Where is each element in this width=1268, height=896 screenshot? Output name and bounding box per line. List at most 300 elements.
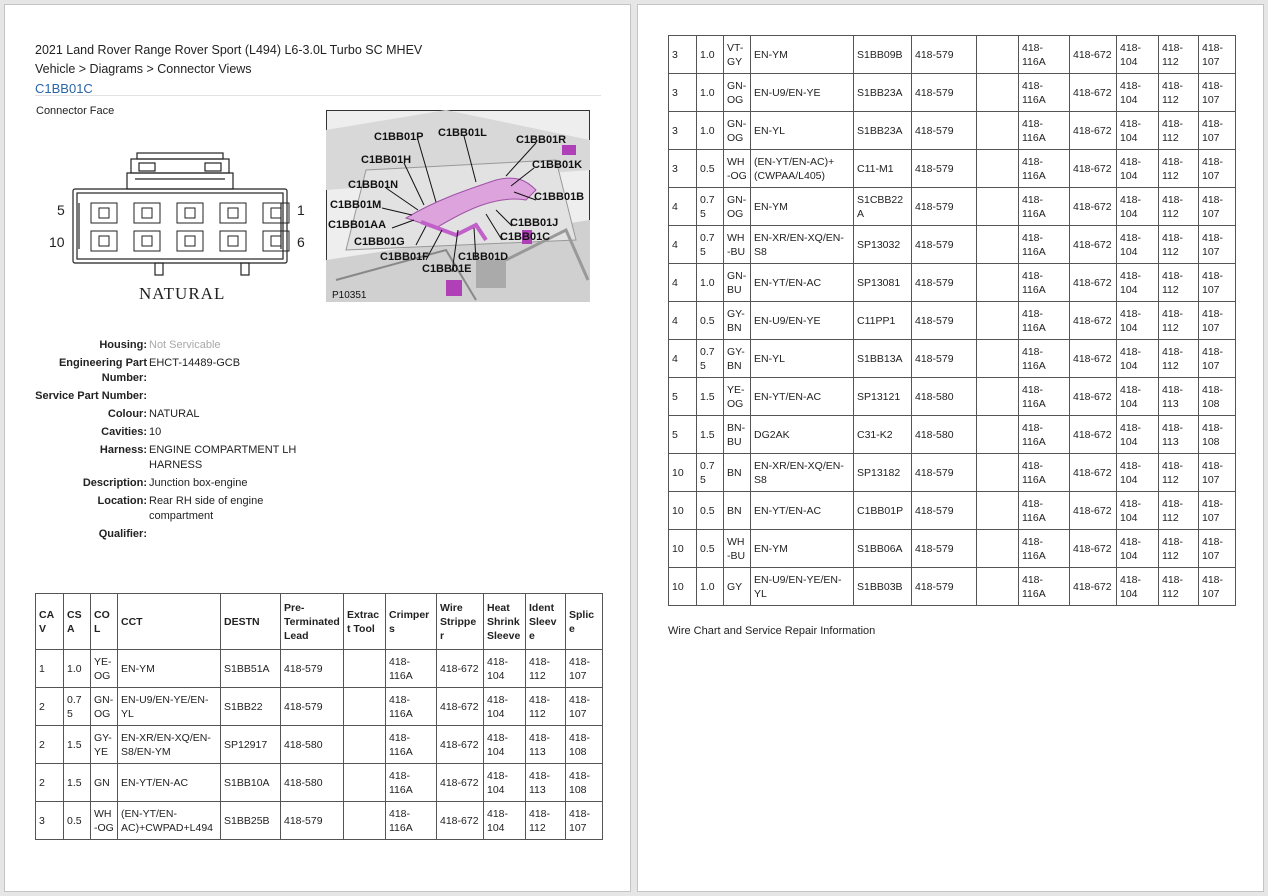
table-cell: 1 bbox=[36, 650, 64, 688]
table-cell: 418-104 bbox=[1117, 264, 1159, 302]
connector-cavity bbox=[177, 231, 203, 251]
table-cell: S1BB23A bbox=[854, 112, 912, 150]
table-cell bbox=[977, 568, 1019, 606]
connector-face-drawing bbox=[35, 145, 315, 305]
table-cell: 418-672 bbox=[1070, 74, 1117, 112]
table-cell: 1.0 bbox=[697, 112, 724, 150]
table-cell: 418-107 bbox=[1199, 188, 1236, 226]
connector-cavity bbox=[91, 203, 117, 223]
property-label: Location: bbox=[97, 495, 147, 507]
connector-cavity bbox=[134, 203, 160, 223]
table-cell: C11-M1 bbox=[854, 150, 912, 188]
column-header: COL bbox=[91, 594, 118, 650]
callout-label: C1BB01F bbox=[380, 251, 429, 263]
table-cell: 0.75 bbox=[697, 226, 724, 264]
table-row bbox=[669, 378, 1236, 416]
table-cell: 0.5 bbox=[697, 150, 724, 188]
column-header: CSA bbox=[64, 594, 91, 650]
table-cell: S1CBB22A bbox=[854, 188, 912, 226]
table-cell: 418-113 bbox=[526, 726, 566, 764]
callout-label: C1BB01C bbox=[500, 231, 551, 243]
location-illustration bbox=[326, 110, 590, 302]
property-value: EHCT-14489-GCB bbox=[149, 357, 241, 369]
table-cell: 418-672 bbox=[1070, 416, 1117, 454]
table-cell: 418-107 bbox=[1199, 454, 1236, 492]
table-cell: 418-112 bbox=[1159, 302, 1199, 340]
property-label: Description: bbox=[82, 477, 147, 489]
pin-label-6: 6 bbox=[297, 234, 305, 250]
pin-label-5: 5 bbox=[57, 202, 65, 218]
table-cell: S1BB13A bbox=[854, 340, 912, 378]
table-cell: S1BB25B bbox=[221, 802, 281, 840]
pin-label-10: 10 bbox=[49, 234, 65, 250]
table-cell bbox=[344, 688, 386, 726]
table-cell: 418-579 bbox=[912, 492, 977, 530]
table-cell: GY-BN bbox=[724, 302, 751, 340]
table-row bbox=[669, 530, 1236, 568]
table-cell: 3 bbox=[669, 36, 697, 74]
property-value: NATURAL bbox=[149, 408, 200, 420]
table-cell: 418-104 bbox=[1117, 416, 1159, 454]
table-cell bbox=[977, 226, 1019, 264]
table-cell: S1BB51A bbox=[221, 650, 281, 688]
table-cell bbox=[977, 74, 1019, 112]
connector-face-diagram bbox=[35, 145, 315, 305]
table-cell: 418-579 bbox=[912, 264, 977, 302]
callout-label: C1BB01J bbox=[510, 217, 559, 229]
callout-label: C1BB01P bbox=[374, 131, 424, 143]
table-cell: 0.75 bbox=[697, 454, 724, 492]
table-cell: 0.5 bbox=[697, 302, 724, 340]
document-page-1 bbox=[4, 4, 631, 892]
table-row bbox=[669, 74, 1236, 112]
table-cell: 418-116A bbox=[1019, 74, 1070, 112]
table-cell: 418-672 bbox=[1070, 378, 1117, 416]
column-header: CAV bbox=[36, 594, 64, 650]
table-cell: EN-U9/EN-YE bbox=[751, 74, 854, 112]
callout-label: C1BB01AA bbox=[328, 219, 387, 231]
table-cell: YE-OG bbox=[91, 650, 118, 688]
table-cell: 418-108 bbox=[566, 764, 603, 802]
table-cell: 418-579 bbox=[912, 188, 977, 226]
table-cell: 418-112 bbox=[526, 688, 566, 726]
table-cell: 418-107 bbox=[1199, 568, 1236, 606]
table-cell: 0.5 bbox=[697, 530, 724, 568]
table-cell: 418-112 bbox=[526, 802, 566, 840]
table-cell: 418-116A bbox=[1019, 188, 1070, 226]
table-cell: 418-112 bbox=[1159, 74, 1199, 112]
table-cell: 418-580 bbox=[912, 416, 977, 454]
table-cell: 418-112 bbox=[1159, 492, 1199, 530]
table-cell: C31-K2 bbox=[854, 416, 912, 454]
table-row bbox=[669, 492, 1236, 530]
column-header: Ident Sleeve bbox=[526, 594, 566, 650]
table-cell: C1BB01P bbox=[854, 492, 912, 530]
table-cell: VT-GY bbox=[724, 36, 751, 74]
table-cell: 418-672 bbox=[1070, 302, 1117, 340]
cavity-terminal bbox=[99, 236, 109, 246]
vehicle-title: 2021 Land Rover Range Rover Sport (L494) L6-3.0L Turbo SC MHEV bbox=[35, 43, 423, 57]
table-cell: 418-579 bbox=[912, 302, 977, 340]
table-cell: 418-107 bbox=[566, 650, 603, 688]
table-cell: EN-YL bbox=[751, 340, 854, 378]
header-divider bbox=[35, 95, 601, 96]
table-cell: 418-104 bbox=[1117, 36, 1159, 74]
table-cell: 1.5 bbox=[64, 764, 91, 802]
table-cell: 1.0 bbox=[697, 36, 724, 74]
table-cell: 418-104 bbox=[1117, 530, 1159, 568]
table-row bbox=[669, 112, 1236, 150]
table-cell: 418-104 bbox=[1117, 454, 1159, 492]
callout-label: C1BB01L bbox=[438, 127, 487, 139]
table-cell: 418-113 bbox=[1159, 378, 1199, 416]
photo-reference: P10351 bbox=[332, 290, 367, 301]
connector-face-title: Connector Face bbox=[36, 105, 115, 117]
property-label: Housing: bbox=[99, 339, 147, 351]
table-cell: 418-116A bbox=[386, 726, 437, 764]
table-cell: 2 bbox=[36, 726, 64, 764]
table-row bbox=[669, 568, 1236, 606]
property-value: 10 bbox=[149, 426, 162, 438]
table-cell: 418-104 bbox=[484, 726, 526, 764]
table-cell: S1BB09B bbox=[854, 36, 912, 74]
table-cell: 418-107 bbox=[566, 802, 603, 840]
table-cell: 418-113 bbox=[1159, 416, 1199, 454]
table-row bbox=[669, 454, 1236, 492]
pin-label-1: 1 bbox=[297, 202, 305, 218]
table-cell: 418-579 bbox=[912, 226, 977, 264]
table-cell: 3 bbox=[669, 74, 697, 112]
table-cell: 2 bbox=[36, 688, 64, 726]
table-cell: 418-116A bbox=[386, 650, 437, 688]
table-cell: 418-579 bbox=[912, 568, 977, 606]
table-cell: 418-104 bbox=[1117, 112, 1159, 150]
property-label: Engineering Part Number: bbox=[58, 357, 147, 384]
table-cell: 0.75 bbox=[64, 688, 91, 726]
table-cell: 0.5 bbox=[64, 802, 91, 840]
table-cell: 418-672 bbox=[1070, 264, 1117, 302]
property-label: Qualifier: bbox=[98, 528, 147, 540]
table-cell: 418-672 bbox=[1070, 454, 1117, 492]
wire-chart-footer-link[interactable]: Wire Chart and Service Repair Information bbox=[668, 625, 876, 637]
connector-properties bbox=[35, 338, 325, 545]
table-cell: 418-116A bbox=[386, 688, 437, 726]
table-cell: 418-672 bbox=[1070, 112, 1117, 150]
table-cell: EN-YM bbox=[751, 188, 854, 226]
callout-label: C1BB01H bbox=[361, 154, 412, 166]
table-cell: 418-104 bbox=[1117, 378, 1159, 416]
column-header: Pre-Terminated Lead bbox=[281, 594, 344, 650]
property-label: Service Part Number: bbox=[35, 390, 147, 402]
table-cell: EN-YM bbox=[751, 36, 854, 74]
cavity-terminal bbox=[142, 208, 152, 218]
table-cell: 4 bbox=[669, 188, 697, 226]
table-cell: 418-104 bbox=[1117, 226, 1159, 264]
table-cell: WH-BU bbox=[724, 530, 751, 568]
table-cell: 418-116A bbox=[386, 802, 437, 840]
table-cell: 418-579 bbox=[912, 454, 977, 492]
callout-label: C1BB01M bbox=[330, 199, 382, 211]
connector-color-label: NATURAL bbox=[139, 284, 226, 303]
table-cell: 418-116A bbox=[1019, 340, 1070, 378]
table-cell: 418-672 bbox=[437, 726, 484, 764]
table-cell: EN-YT/EN-AC bbox=[751, 492, 854, 530]
table-cell: 418-116A bbox=[1019, 36, 1070, 74]
callout-label: C1BB01E bbox=[422, 263, 472, 275]
table-cell: BN bbox=[724, 492, 751, 530]
table-cell: 1.5 bbox=[697, 416, 724, 454]
connector-cavity bbox=[263, 231, 289, 251]
property-row bbox=[35, 425, 325, 440]
table-cell: (EN-YT/EN-AC)+(CWPAA/L405) bbox=[751, 150, 854, 188]
table-cell: 418-672 bbox=[1070, 226, 1117, 264]
table-cell: 418-104 bbox=[1117, 340, 1159, 378]
table-cell: GY bbox=[724, 568, 751, 606]
table-cell: 1.0 bbox=[697, 568, 724, 606]
property-row bbox=[35, 443, 325, 473]
cavity-terminal bbox=[271, 208, 281, 218]
property-label: Cavities: bbox=[101, 426, 147, 438]
table-cell: 418-579 bbox=[281, 802, 344, 840]
connector-cavity bbox=[177, 203, 203, 223]
table-cell bbox=[977, 492, 1019, 530]
table-cell: EN-YT/EN-AC bbox=[118, 764, 221, 802]
connector-cavity bbox=[134, 231, 160, 251]
table-cell: 418-104 bbox=[484, 764, 526, 802]
table-cell: 418-116A bbox=[1019, 226, 1070, 264]
table-cell: EN-XR/EN-XQ/EN-S8/EN-YM bbox=[118, 726, 221, 764]
table-cell: 418-104 bbox=[1117, 74, 1159, 112]
table-cell: 418-107 bbox=[1199, 302, 1236, 340]
table-cell: 1.0 bbox=[64, 650, 91, 688]
connector-id-link[interactable]: C1BB01C bbox=[35, 81, 93, 96]
property-value: Rear RH side of engine compartment bbox=[149, 495, 264, 522]
table-cell bbox=[977, 454, 1019, 492]
table-cell: GN-OG bbox=[724, 74, 751, 112]
table-cell: 418-112 bbox=[1159, 454, 1199, 492]
table-cell: 418-672 bbox=[437, 802, 484, 840]
connector-location-photo bbox=[326, 110, 590, 302]
table-cell: 418-116A bbox=[1019, 112, 1070, 150]
table-cell: 418-104 bbox=[1117, 150, 1159, 188]
table-cell: 418-580 bbox=[281, 726, 344, 764]
table-cell bbox=[344, 802, 386, 840]
table-row bbox=[36, 726, 603, 764]
table-cell: SP13182 bbox=[854, 454, 912, 492]
table-cell: 418-112 bbox=[1159, 226, 1199, 264]
table-row bbox=[669, 226, 1236, 264]
table-row bbox=[669, 302, 1236, 340]
table-cell: 418-580 bbox=[912, 378, 977, 416]
table-cell: 418-107 bbox=[1199, 340, 1236, 378]
property-row bbox=[35, 527, 325, 542]
connector-cavity bbox=[220, 203, 246, 223]
table-cell: EN-U9/EN-YE bbox=[751, 302, 854, 340]
table-cell: 418-579 bbox=[912, 112, 977, 150]
table-header-row bbox=[36, 594, 603, 650]
table-cell: 418-107 bbox=[1199, 112, 1236, 150]
table-cell: 3 bbox=[36, 802, 64, 840]
callout-label: C1BB01N bbox=[348, 179, 399, 191]
callout-label: C1BB01D bbox=[458, 251, 509, 263]
table-cell: 418-104 bbox=[1117, 188, 1159, 226]
table-cell: 418-112 bbox=[1159, 568, 1199, 606]
table-cell: 418-672 bbox=[1070, 530, 1117, 568]
table-row bbox=[669, 188, 1236, 226]
table-cell: GN bbox=[91, 764, 118, 802]
table-cell: 10 bbox=[669, 530, 697, 568]
connector-cavity bbox=[263, 203, 289, 223]
table-cell: 0.75 bbox=[697, 188, 724, 226]
table-row bbox=[669, 264, 1236, 302]
breadcrumb[interactable]: Vehicle > Diagrams > Connector Views bbox=[35, 62, 252, 76]
table-cell: 418-104 bbox=[1117, 568, 1159, 606]
table-row bbox=[669, 36, 1236, 74]
table-cell: 4 bbox=[669, 302, 697, 340]
callout-label: C1BB01K bbox=[532, 159, 583, 171]
table-cell: SP12917 bbox=[221, 726, 281, 764]
table-cell: BN bbox=[724, 454, 751, 492]
table-cell: 418-672 bbox=[437, 650, 484, 688]
property-value: Not Servicable bbox=[149, 339, 221, 351]
table-cell: YE-OG bbox=[724, 378, 751, 416]
table-cell: 418-104 bbox=[484, 688, 526, 726]
table-cell: 418-107 bbox=[1199, 226, 1236, 264]
table-cell: 418-672 bbox=[1070, 568, 1117, 606]
table-row bbox=[36, 688, 603, 726]
column-header: Heat Shrink Sleeve bbox=[484, 594, 526, 650]
table-cell: 2 bbox=[36, 764, 64, 802]
table-cell: 418-108 bbox=[566, 726, 603, 764]
table-cell: 418-112 bbox=[1159, 36, 1199, 74]
table-cell: 5 bbox=[669, 416, 697, 454]
table-cell: WH-OG bbox=[724, 150, 751, 188]
table-cell: SP13081 bbox=[854, 264, 912, 302]
table-cell: WH-OG bbox=[91, 802, 118, 840]
table-cell: 418-112 bbox=[1159, 264, 1199, 302]
table-cell: 418-579 bbox=[912, 36, 977, 74]
table-cell: 418-672 bbox=[1070, 492, 1117, 530]
cavity-terminal bbox=[271, 236, 281, 246]
table-cell: GN-OG bbox=[724, 188, 751, 226]
table-cell: 418-107 bbox=[1199, 74, 1236, 112]
table-cell: 418-108 bbox=[1199, 416, 1236, 454]
table-cell: 418-579 bbox=[281, 650, 344, 688]
table-cell bbox=[977, 264, 1019, 302]
table-cell: 418-116A bbox=[1019, 568, 1070, 606]
table-cell: 418-107 bbox=[1199, 492, 1236, 530]
page-header bbox=[35, 41, 601, 98]
table-cell: S1BB22 bbox=[221, 688, 281, 726]
table-cell bbox=[977, 340, 1019, 378]
table-cell: 418-672 bbox=[1070, 36, 1117, 74]
table-cell: EN-XR/EN-XQ/EN-S8 bbox=[751, 454, 854, 492]
table-cell: 418-580 bbox=[281, 764, 344, 802]
table-cell: 418-104 bbox=[484, 650, 526, 688]
table-cell: GN-OG bbox=[724, 112, 751, 150]
table-cell: 1.0 bbox=[697, 264, 724, 302]
table-cell: EN-YL bbox=[751, 112, 854, 150]
table-cell: DG2AK bbox=[751, 416, 854, 454]
table-cell: 0.75 bbox=[697, 340, 724, 378]
table-cell: 4 bbox=[669, 340, 697, 378]
table-cell bbox=[977, 36, 1019, 74]
table-cell: 4 bbox=[669, 264, 697, 302]
property-row bbox=[35, 338, 325, 353]
table-cell: 418-579 bbox=[281, 688, 344, 726]
table-cell: 4 bbox=[669, 226, 697, 264]
table-cell: S1BB03B bbox=[854, 568, 912, 606]
table-cell: 418-672 bbox=[437, 688, 484, 726]
table-cell: 418-579 bbox=[912, 340, 977, 378]
callout-label: C1BB01G bbox=[354, 236, 405, 248]
table-cell bbox=[344, 650, 386, 688]
table-cell: 418-107 bbox=[566, 688, 603, 726]
table-cell: 3 bbox=[669, 112, 697, 150]
table-row bbox=[36, 802, 603, 840]
table-cell: EN-XR/EN-XQ/EN-S8 bbox=[751, 226, 854, 264]
table-cell: 3 bbox=[669, 150, 697, 188]
table-cell: EN-YT/EN-AC bbox=[751, 378, 854, 416]
table-cell: 418-113 bbox=[526, 764, 566, 802]
table-cell: S1BB10A bbox=[221, 764, 281, 802]
table-cell: 418-107 bbox=[1199, 150, 1236, 188]
table-cell: C11PP1 bbox=[854, 302, 912, 340]
table-cell: 418-116A bbox=[1019, 416, 1070, 454]
table-cell: 5 bbox=[669, 378, 697, 416]
table-cell: 418-104 bbox=[1117, 302, 1159, 340]
column-header: DESTN bbox=[221, 594, 281, 650]
table-cell: 418-116A bbox=[386, 764, 437, 802]
table-cell bbox=[977, 416, 1019, 454]
table-cell: GN-OG bbox=[91, 688, 118, 726]
connector-cavity bbox=[220, 231, 246, 251]
table-cell: 10 bbox=[669, 568, 697, 606]
document-page-2 bbox=[637, 4, 1264, 892]
table-cell: SP13032 bbox=[854, 226, 912, 264]
table-cell: 418-116A bbox=[1019, 454, 1070, 492]
table-cell: 418-112 bbox=[1159, 188, 1199, 226]
column-header: Extract Tool bbox=[344, 594, 386, 650]
column-header: CCT bbox=[118, 594, 221, 650]
table-cell: 418-112 bbox=[1159, 530, 1199, 568]
table-row bbox=[36, 650, 603, 688]
table-cell: 418-107 bbox=[1199, 264, 1236, 302]
table-cell bbox=[977, 302, 1019, 340]
cavity-terminal bbox=[185, 208, 195, 218]
table-row bbox=[669, 340, 1236, 378]
wire-chart-table-page-1 bbox=[35, 593, 603, 840]
table-cell: SP13121 bbox=[854, 378, 912, 416]
table-cell: 418-116A bbox=[1019, 264, 1070, 302]
table-cell: EN-YM bbox=[118, 650, 221, 688]
cavity-terminal bbox=[228, 208, 238, 218]
table-cell: GY-YE bbox=[91, 726, 118, 764]
table-cell: 418-104 bbox=[484, 802, 526, 840]
property-value: ENGINE COMPARTMENT LH HARNESS bbox=[149, 444, 297, 471]
property-value: Junction box-engine bbox=[149, 477, 248, 489]
cavity-terminal bbox=[142, 236, 152, 246]
table-cell: 418-112 bbox=[526, 650, 566, 688]
wire-chart-table-page-2 bbox=[668, 35, 1236, 606]
table-cell: 418-579 bbox=[912, 150, 977, 188]
table-cell: 418-108 bbox=[1199, 378, 1236, 416]
table-cell: 418-116A bbox=[1019, 530, 1070, 568]
column-header: Crimpers bbox=[386, 594, 437, 650]
connector-cavity bbox=[91, 231, 117, 251]
table-cell: 1.5 bbox=[64, 726, 91, 764]
table-cell: 418-579 bbox=[912, 74, 977, 112]
